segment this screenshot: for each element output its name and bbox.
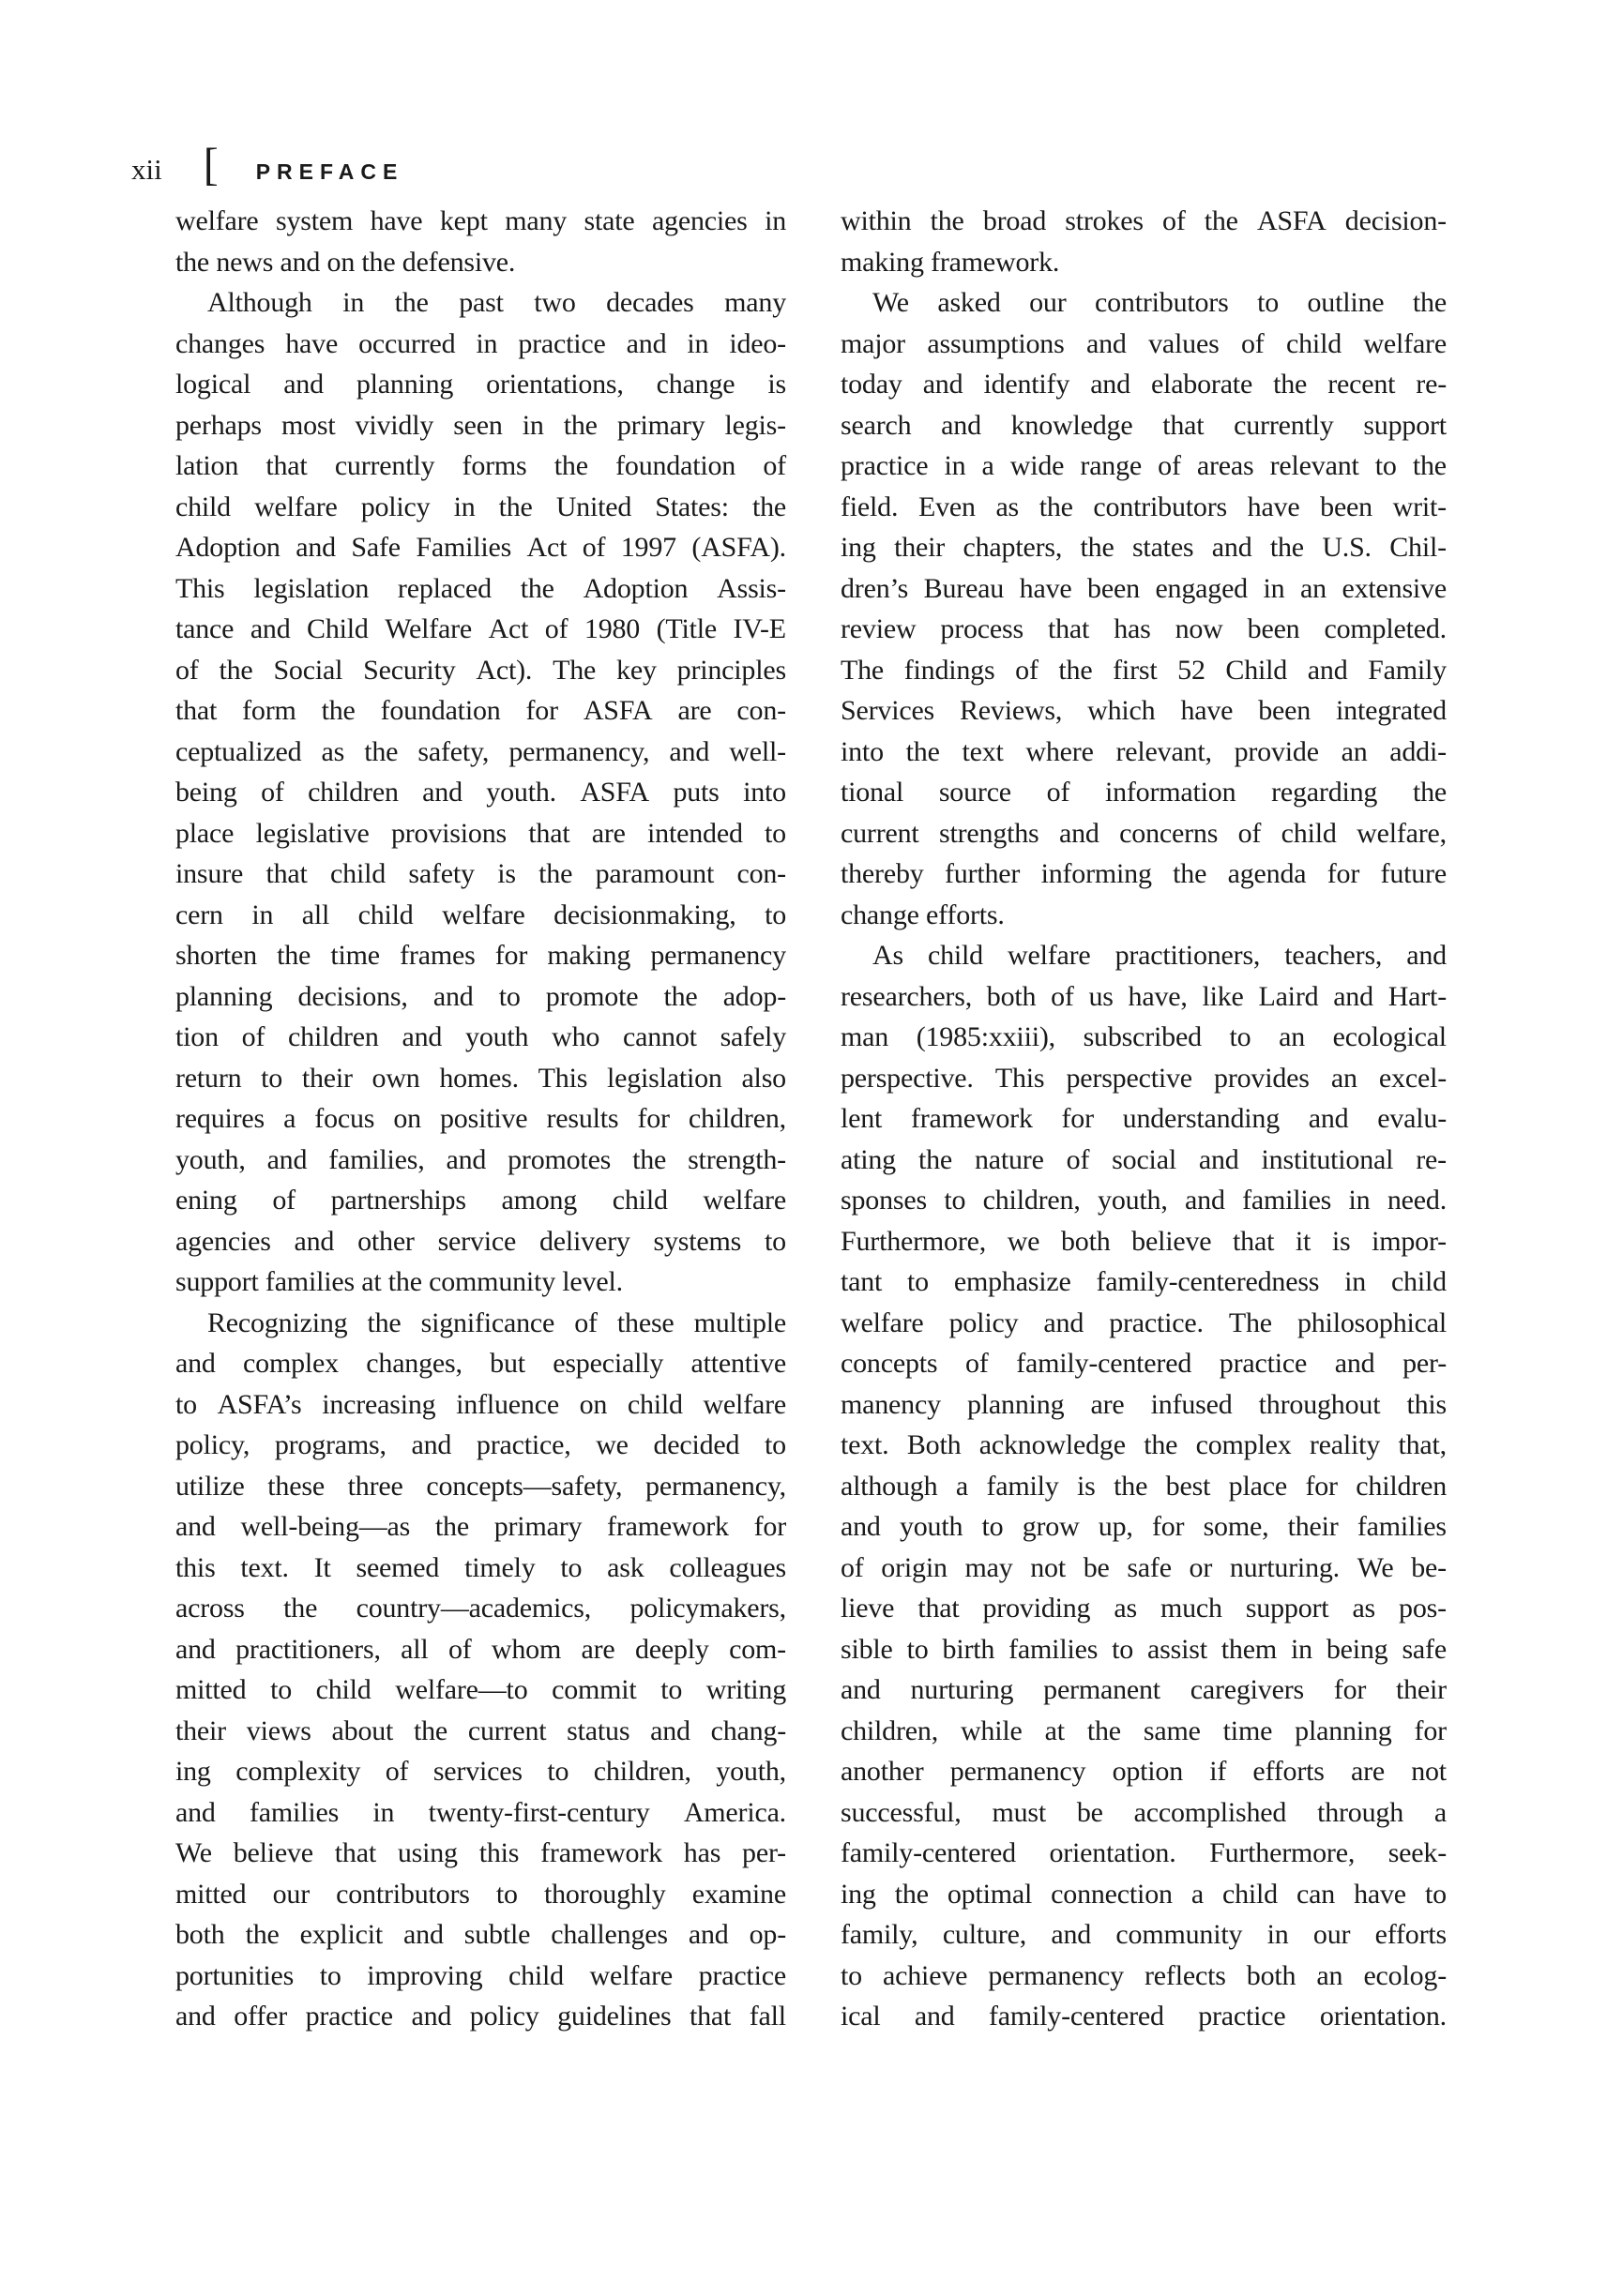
text-line: within the broad strokes of the ASFA decision- <box>841 205 1447 236</box>
text-line: Services Reviews, which have been integrated <box>841 695 1447 726</box>
left-text-column <box>175 201 786 2037</box>
text-line: ceptualized as the safety, permanency, and well- <box>175 735 786 767</box>
text-line: sponses to children, youth, and families in need. <box>841 1185 1447 1216</box>
text-line: ical and family-centered practice orientation. <box>841 2001 1447 2032</box>
text-line: concepts of family-centered practice and per- <box>841 1348 1447 1379</box>
text-line: another permanency option if efforts are not <box>841 1756 1447 1787</box>
running-head-title: PREFACE <box>255 159 404 184</box>
text-line: This legislation replaced the Adoption Assis- <box>175 572 786 604</box>
text-line: place legislative provisions that are intended to <box>175 817 786 849</box>
text-line: their views about the current status and chang- <box>175 1714 786 1746</box>
text-line: successful, must be accomplished through a <box>841 1796 1447 1828</box>
text-line: policy, programs, and practice, we decided to <box>175 1429 786 1460</box>
text-line: to achieve permanency reflects both an ecolog- <box>841 1959 1447 1991</box>
text-line: support families at the community level. <box>175 1266 623 1297</box>
text-line: As child welfare practitioners, teachers, and <box>872 940 1447 971</box>
text-line: and practitioners, all of whom are deeply com- <box>175 1633 786 1665</box>
text-line: man (1985:xxiii), subscribed to an ecological <box>841 1021 1447 1052</box>
text-line: dren’s Bureau have been engaged in an extensive <box>841 572 1447 604</box>
text-line: of origin may not be safe or nurturing. We be- <box>841 1551 1447 1583</box>
bracket-ornament: [ <box>203 139 219 190</box>
text-line: Recognizing the significance of these multiple <box>207 1307 786 1338</box>
text-line: and complex changes, but especially attentive <box>175 1348 786 1379</box>
text-line: shorten the time frames for making permanency <box>175 940 786 971</box>
text-line: tion of children and youth who cannot safely <box>175 1021 786 1052</box>
text-line: this text. It seemed timely to ask colleagues <box>175 1551 786 1583</box>
text-line: ing the optimal connection a child can have to <box>841 1878 1447 1910</box>
text-line: mitted to child welfare—to commit to writing <box>175 1674 786 1705</box>
text-line: tance and Child Welfare Act of 1980 (Title IV-E <box>175 613 786 644</box>
text-line: changes have occurred in practice and in ideo- <box>175 327 786 359</box>
text-line: insure that child safety is the paramount con- <box>175 858 786 889</box>
text-line: perhaps most vividly seen in the primary legis- <box>175 409 786 441</box>
text-line: welfare system have kept many state agencies in <box>175 205 786 236</box>
text-line: tional source of information regarding the <box>841 777 1447 808</box>
running-head <box>131 139 403 190</box>
text-line: family-centered orientation. Furthermore, seek- <box>841 1837 1447 1868</box>
text-line: across the country—academics, policymakers, <box>175 1593 786 1624</box>
text-line: field. Even as the contributors have been writ- <box>841 491 1447 522</box>
text-line: ating the nature of social and institutional re- <box>841 1143 1447 1175</box>
text-line: tant to emphasize family-centeredness in child <box>841 1266 1447 1297</box>
text-line: being of children and youth. ASFA puts into <box>175 777 786 808</box>
text-line: agencies and other service delivery systems to <box>175 1225 786 1257</box>
text-line: lieve that providing as much support as pos- <box>841 1593 1447 1624</box>
text-line: planning decisions, and to promote the adop- <box>175 980 786 1012</box>
text-line: change efforts. <box>841 899 1005 930</box>
text-line: lation that currently forms the foundation of <box>175 450 786 481</box>
text-line: Adoption and Safe Families Act of 1997 (ASFA). <box>175 532 786 563</box>
text-line: today and identify and elaborate the recent re- <box>841 369 1447 400</box>
page-number: xii <box>131 153 162 186</box>
text-line: perspective. This perspective provides an excel- <box>841 1062 1447 1094</box>
text-line: making framework. <box>841 246 1060 278</box>
text-line: We asked our contributors to outline the <box>872 287 1447 318</box>
right-text-column <box>841 201 1447 2037</box>
text-line: into the text where relevant, provide an addi- <box>841 735 1447 767</box>
text-line: We believe that using this framework has per- <box>175 1837 786 1868</box>
text-line: Furthermore, we both believe that it is impor- <box>841 1225 1447 1257</box>
text-line: text. Both acknowledge the complex reality that, <box>841 1429 1447 1460</box>
text-line: both the explicit and subtle challenges and op- <box>175 1919 786 1950</box>
text-line: search and knowledge that currently support <box>841 409 1447 441</box>
text-line: the news and on the defensive. <box>175 246 516 278</box>
text-line: and offer practice and policy guidelines that fall <box>175 2001 786 2032</box>
text-line: practice in a wide range of areas relevant to the <box>841 450 1447 481</box>
text-line: ing their chapters, the states and the U.S. Chil- <box>841 532 1447 563</box>
text-line: current strengths and concerns of child welfare, <box>841 817 1447 849</box>
text-line: children, while at the same time planning for <box>841 1714 1447 1746</box>
text-line: of the Social Security Act). The key principles <box>175 654 786 686</box>
text-line: youth, and families, and promotes the strength- <box>175 1143 786 1175</box>
text-line: cern in all child welfare decisionmaking, to <box>175 899 786 930</box>
text-line: and well-being—as the primary framework for <box>175 1511 786 1542</box>
text-line: that form the foundation for ASFA are con- <box>175 695 786 726</box>
text-line: utilize these three concepts—safety, permanency, <box>175 1470 786 1502</box>
text-line: and nurturing permanent caregivers for their <box>841 1674 1447 1705</box>
text-line: logical and planning orientations, change is <box>175 369 786 400</box>
text-line: researchers, both of us have, like Laird and Hart- <box>841 980 1447 1012</box>
text-line: mitted our contributors to thoroughly examine <box>175 1878 786 1910</box>
text-line: and families in twenty-first-century America. <box>175 1796 786 1828</box>
text-line: welfare policy and practice. The philosophical <box>841 1307 1447 1338</box>
text-line: Although in the past two decades many <box>207 287 786 318</box>
text-line: although a family is the best place for children <box>841 1470 1447 1502</box>
text-line: to ASFA’s increasing influence on child welfare <box>175 1388 786 1420</box>
text-line: major assumptions and values of child welfare <box>841 327 1447 359</box>
text-line: child welfare policy in the United States: the <box>175 491 786 522</box>
text-line: sible to birth families to assist them in being safe <box>841 1633 1447 1665</box>
text-line: return to their own homes. This legislation also <box>175 1062 786 1094</box>
text-line: and youth to grow up, for some, their families <box>841 1511 1447 1542</box>
text-line: ening of partnerships among child welfare <box>175 1185 786 1216</box>
text-line: lent framework for understanding and evalu- <box>841 1103 1447 1134</box>
text-line: The findings of the first 52 Child and Family <box>841 654 1447 686</box>
text-line: thereby further informing the agenda for future <box>841 858 1447 889</box>
text-line: requires a focus on positive results for children, <box>175 1103 786 1134</box>
text-line: family, culture, and community in our efforts <box>841 1919 1447 1950</box>
text-line: review process that has now been completed. <box>841 613 1447 644</box>
text-line: manency planning are infused throughout this <box>841 1388 1447 1420</box>
text-line: portunities to improving child welfare practice <box>175 1959 786 1991</box>
text-line: ing complexity of services to children, youth, <box>175 1756 786 1787</box>
